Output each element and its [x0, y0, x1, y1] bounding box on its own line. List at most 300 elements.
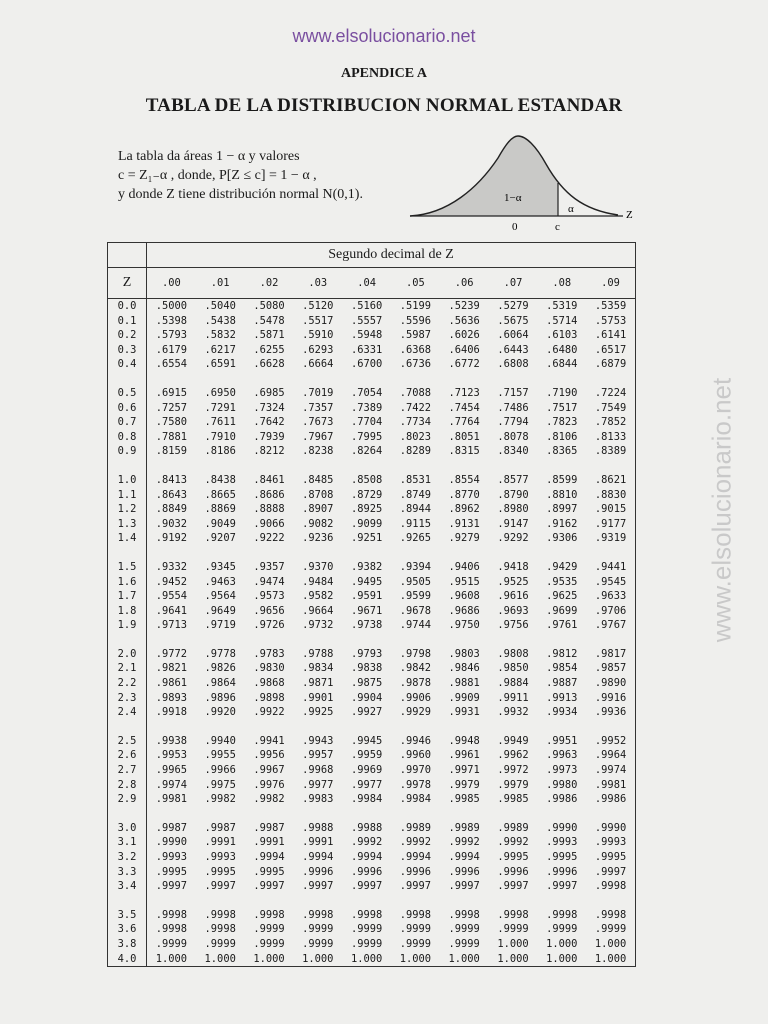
probability-cell: .9997 — [155, 880, 188, 893]
group-spacer — [108, 807, 636, 821]
probability-cell: .9484 — [302, 575, 334, 588]
probability-cell: .9732 — [302, 619, 334, 632]
spacer-cell — [147, 807, 636, 821]
probability-cell: .9984 — [399, 793, 432, 806]
probability-cell: .9998 — [302, 908, 334, 921]
probability-cell: .5160 — [350, 300, 383, 312]
probability-cell: .7190 — [546, 386, 578, 399]
probability-cell: .9971 — [448, 764, 480, 777]
corner-cell — [108, 243, 147, 268]
probability-cell: .8810 — [546, 488, 578, 501]
probability-cell: .9986 — [546, 793, 578, 806]
probability-cell: .9997 — [253, 880, 285, 893]
probability-cell: .9738 — [350, 619, 383, 632]
z-value-cell: 0.6 — [108, 401, 147, 416]
probability-cell: .9975 — [204, 778, 236, 791]
probability-cell: .9015 — [586, 502, 635, 517]
probability-cell: .9998 — [497, 908, 529, 921]
table-row — [108, 560, 636, 575]
probability-cell: .9995 — [586, 850, 635, 865]
z-value-cell: 0.0 — [108, 299, 147, 314]
table-row — [108, 908, 636, 923]
tail-label: α — [568, 203, 574, 215]
z-value-cell: 2.9 — [108, 792, 147, 807]
probability-cell: .9999 — [350, 937, 383, 950]
probability-cell: .5000 — [155, 300, 188, 312]
probability-cell: .9988 — [350, 821, 383, 834]
probability-cell: .7422 — [399, 401, 432, 414]
probability-cell: .9772 — [155, 647, 188, 660]
probability-cell: .9955 — [204, 749, 236, 762]
probability-cell: .9943 — [302, 734, 334, 747]
probability-cell: .9616 — [497, 590, 529, 603]
table-row — [108, 821, 636, 836]
probability-cell: .9719 — [204, 619, 236, 632]
probability-cell: .9474 — [253, 575, 285, 588]
probability-cell: .9999 — [497, 923, 529, 936]
probability-cell: .9049 — [204, 517, 236, 530]
probability-cell: .9418 — [497, 560, 529, 573]
z-value-cell: 1.9 — [108, 618, 147, 633]
probability-cell: .9981 — [155, 793, 188, 806]
probability-cell: .9664 — [302, 604, 334, 617]
probability-cell: .9906 — [399, 691, 432, 704]
table-row — [108, 778, 636, 793]
probability-cell: .9441 — [586, 560, 635, 575]
probability-cell: .5517 — [302, 314, 334, 327]
z-value-cell: 1.0 — [108, 473, 147, 488]
probability-cell: .9901 — [302, 691, 334, 704]
probability-cell: .9979 — [448, 778, 480, 791]
probability-cell: .9999 — [546, 923, 578, 936]
probability-cell: .8186 — [204, 445, 236, 458]
probability-cell: .9147 — [497, 517, 529, 530]
probability-cell: .9996 — [399, 865, 432, 878]
probability-cell: .9998 — [253, 908, 285, 921]
probability-cell: .8051 — [448, 430, 480, 443]
probability-cell: .7291 — [204, 401, 236, 414]
probability-cell: .8461 — [253, 473, 285, 486]
probability-cell: .6915 — [155, 386, 188, 399]
column-header: .06 — [440, 268, 489, 299]
probability-cell: .9948 — [448, 734, 480, 747]
probability-cell: .5080 — [253, 300, 285, 312]
group-spacer — [108, 372, 636, 386]
probability-cell: .5557 — [350, 314, 383, 327]
probability-cell: .9951 — [546, 734, 578, 747]
probability-cell: .9992 — [448, 836, 480, 849]
probability-cell: .9842 — [399, 662, 432, 675]
column-header: .02 — [245, 268, 294, 299]
probability-cell: .9649 — [204, 604, 236, 617]
probability-cell: .9988 — [302, 821, 334, 834]
probability-cell: .7939 — [253, 430, 285, 443]
probability-cell: .5438 — [204, 314, 236, 327]
probability-cell: .7054 — [350, 386, 383, 399]
probability-cell: .7611 — [204, 416, 236, 429]
probability-cell: .9861 — [155, 677, 188, 690]
probability-cell: .9964 — [586, 748, 635, 763]
z-value-cell: 1.1 — [108, 488, 147, 503]
probability-cell: .9927 — [350, 706, 383, 719]
probability-cell: .8289 — [399, 445, 432, 458]
probability-cell: .9357 — [253, 560, 285, 573]
probability-cell: .8315 — [448, 445, 480, 458]
probability-cell: .9394 — [399, 560, 432, 573]
probability-cell: .9850 — [497, 662, 529, 675]
probability-cell: 1.000 — [586, 952, 635, 967]
probability-cell: .7389 — [350, 401, 383, 414]
probability-cell: .9974 — [155, 778, 188, 791]
z-value-cell: 0.4 — [108, 357, 147, 372]
site-url[interactable]: www.elsolucionario.net — [292, 26, 476, 46]
probability-cell: .9319 — [586, 531, 635, 546]
probability-cell: .6141 — [586, 328, 635, 343]
probability-cell: .6368 — [399, 343, 432, 356]
probability-cell: .5714 — [546, 314, 578, 327]
intro-text — [118, 147, 363, 204]
probability-cell: .8365 — [546, 445, 578, 458]
probability-cell: .5753 — [586, 314, 635, 329]
probability-cell: .9997 — [399, 880, 432, 893]
table-row — [108, 792, 636, 807]
probability-cell: .9803 — [448, 647, 480, 660]
probability-cell: .9726 — [253, 619, 285, 632]
probability-cell: .9949 — [497, 734, 529, 747]
probability-cell: .7454 — [448, 401, 480, 414]
probability-cell: .8599 — [546, 473, 578, 486]
probability-cell: .9992 — [497, 836, 529, 849]
probability-cell: .8830 — [586, 488, 635, 503]
probability-cell: .9998 — [155, 908, 188, 921]
probability-cell: .9993 — [155, 851, 188, 863]
probability-cell: .9798 — [399, 647, 432, 660]
probability-cell: .6331 — [350, 343, 383, 356]
probability-cell: .9582 — [302, 590, 334, 603]
probability-cell: .9996 — [497, 865, 529, 878]
probability-cell: .9999 — [448, 923, 480, 936]
spacer-cell — [108, 633, 147, 647]
probability-cell: .8438 — [204, 473, 236, 486]
probability-cell: .7549 — [586, 401, 635, 416]
probability-cell: .8413 — [155, 473, 188, 486]
probability-cell: .9999 — [253, 937, 285, 950]
spacer-cell — [147, 546, 636, 560]
probability-cell: .9998 — [586, 908, 635, 923]
z-value-cell: 3.6 — [108, 922, 147, 937]
probability-cell: .9857 — [586, 661, 635, 676]
table-row — [108, 937, 636, 952]
probability-cell: .9099 — [350, 517, 383, 530]
probability-cell: .9535 — [546, 575, 578, 588]
probability-cell: .9976 — [253, 778, 285, 791]
tick-zero: 0 — [512, 221, 518, 233]
probability-cell: .9989 — [399, 821, 432, 834]
table-row — [108, 879, 636, 894]
probability-cell: .9854 — [546, 662, 578, 675]
probability-cell: .8554 — [448, 473, 480, 486]
probability-cell: .9953 — [155, 749, 188, 762]
probability-cell: .9998 — [448, 908, 480, 921]
probability-cell: .6026 — [448, 329, 480, 342]
probability-cell: .9671 — [350, 604, 383, 617]
probability-cell: .9893 — [155, 691, 188, 704]
probability-cell: .9999 — [155, 937, 188, 950]
z-value-cell: 1.7 — [108, 589, 147, 604]
table-row — [108, 691, 636, 706]
probability-cell: .8078 — [497, 430, 529, 443]
probability-cell: .9826 — [204, 662, 236, 675]
probability-cell: .9945 — [350, 734, 383, 747]
z-value-cell: 0.3 — [108, 343, 147, 358]
probability-cell: .9997 — [497, 880, 529, 893]
probability-cell: 1.000 — [391, 952, 440, 967]
probability-cell: .9995 — [155, 865, 188, 878]
probability-cell: 1.000 — [342, 952, 391, 967]
spacer-cell — [108, 720, 147, 734]
probability-cell: .9995 — [253, 865, 285, 878]
table-row — [108, 444, 636, 459]
probability-cell: .9941 — [253, 734, 285, 747]
probability-cell: .8133 — [586, 430, 635, 445]
z-value-cell: 3.1 — [108, 835, 147, 850]
probability-cell: .8997 — [546, 503, 578, 516]
probability-cell: .9970 — [399, 764, 432, 777]
probability-cell: 1.000 — [537, 952, 586, 967]
column-header-row — [108, 268, 636, 299]
probability-cell: .9767 — [586, 618, 635, 633]
probability-cell: .7823 — [546, 416, 578, 429]
spacer-cell — [108, 807, 147, 821]
probability-cell: .9913 — [546, 691, 578, 704]
probability-cell: .6554 — [155, 358, 188, 371]
probability-cell: .9996 — [448, 865, 480, 878]
probability-cell: .9911 — [497, 691, 529, 704]
probability-cell: .9956 — [253, 749, 285, 762]
probability-cell: .8888 — [253, 503, 285, 516]
z-value-cell: 1.3 — [108, 517, 147, 532]
probability-cell: .9750 — [448, 619, 480, 632]
probability-cell: .9192 — [155, 532, 188, 545]
table-row — [108, 357, 636, 372]
probability-cell: .9332 — [155, 560, 188, 573]
probability-cell: .9989 — [497, 821, 529, 834]
probability-cell: .9997 — [546, 880, 578, 893]
group-spacer — [108, 720, 636, 734]
probability-cell: .9633 — [586, 589, 635, 604]
probability-cell: .5987 — [399, 329, 432, 342]
z-value-cell: 0.9 — [108, 444, 147, 459]
probability-cell: .9793 — [350, 647, 383, 660]
probability-cell: .6443 — [497, 343, 529, 356]
probability-cell: .9989 — [448, 821, 480, 834]
probability-cell: .9871 — [302, 677, 334, 690]
probability-cell: .9306 — [546, 532, 578, 545]
probability-cell: .9761 — [546, 619, 578, 632]
z-value-cell: 3.2 — [108, 850, 147, 865]
spacer-cell — [147, 372, 636, 386]
probability-cell: .9916 — [586, 691, 635, 706]
probability-cell: .7257 — [155, 401, 188, 414]
probability-cell: .6293 — [302, 343, 334, 356]
probability-cell: .9986 — [586, 792, 635, 807]
probability-cell: .7734 — [399, 416, 432, 429]
probability-cell: .9952 — [586, 734, 635, 749]
probability-cell: .8508 — [350, 473, 383, 486]
probability-cell: .9821 — [155, 662, 188, 675]
probability-cell: .9999 — [586, 922, 635, 937]
probability-cell: .7910 — [204, 430, 236, 443]
probability-cell: .9987 — [204, 821, 236, 834]
probability-cell: .9938 — [155, 734, 188, 747]
intro-line-2: c = Z₁₋α , donde, P[Z ≤ c] = 1 − α , — [118, 168, 317, 183]
z-value-cell: 3.8 — [108, 937, 147, 952]
probability-cell: .8212 — [253, 445, 285, 458]
probability-cell: .6736 — [399, 358, 432, 371]
probability-cell: .8944 — [399, 503, 432, 516]
probability-cell: .9991 — [253, 836, 285, 849]
probability-cell: .6480 — [546, 343, 578, 356]
probability-cell: .6700 — [350, 358, 383, 371]
probability-cell: .6406 — [448, 343, 480, 356]
probability-cell: .9032 — [155, 517, 188, 530]
probability-cell: .9993 — [546, 836, 578, 849]
tick-c: c — [555, 221, 560, 233]
probability-cell: .9999 — [204, 937, 236, 950]
probability-cell: .7088 — [399, 386, 432, 399]
probability-cell: .9974 — [586, 763, 635, 778]
table-row — [108, 314, 636, 329]
probability-cell: .9812 — [546, 647, 578, 660]
probability-cell: .9599 — [399, 590, 432, 603]
spacer-cell — [108, 546, 147, 560]
z-value-cell: 3.3 — [108, 865, 147, 880]
probability-cell: .8621 — [586, 473, 635, 488]
probability-cell: .5478 — [253, 314, 285, 327]
probability-cell: .5040 — [204, 300, 236, 312]
probability-cell: .7852 — [586, 415, 635, 430]
probability-cell: .9783 — [253, 647, 285, 660]
z-table — [107, 242, 636, 967]
probability-cell: .9957 — [302, 749, 334, 762]
probability-cell: .9608 — [448, 590, 480, 603]
probability-cell: .9251 — [350, 532, 383, 545]
table-row — [108, 488, 636, 503]
probability-cell: .8643 — [155, 488, 188, 501]
probability-cell: .7019 — [302, 386, 334, 399]
group-spacer — [108, 894, 636, 908]
intro-line-3: y donde Z tiene distribución normal N(0,1). — [118, 187, 363, 202]
probability-cell: .9452 — [155, 575, 188, 588]
probability-cell: .9890 — [586, 676, 635, 691]
probability-cell: .9878 — [399, 677, 432, 690]
probability-cell: .9996 — [302, 865, 334, 878]
probability-cell: .9996 — [546, 865, 578, 878]
probability-cell: .9830 — [253, 662, 285, 675]
side-watermark: www.elsolucionario.net — [706, 377, 737, 643]
z-value-cell: 2.6 — [108, 748, 147, 763]
column-header: .05 — [391, 268, 440, 299]
probability-cell: .9846 — [448, 662, 480, 675]
probability-cell: .7881 — [155, 430, 188, 443]
probability-cell: .9995 — [546, 851, 578, 863]
table-row — [108, 922, 636, 937]
probability-cell: .9992 — [350, 836, 383, 849]
span-header: Segundo decimal de Z — [147, 243, 636, 268]
probability-cell: .5359 — [586, 299, 635, 314]
probability-cell: 1.000 — [586, 937, 635, 952]
probability-cell: .6664 — [302, 358, 334, 371]
column-header: .08 — [537, 268, 586, 299]
probability-cell: .9756 — [497, 619, 529, 632]
probability-cell: .9834 — [302, 662, 334, 675]
probability-cell: .9977 — [350, 778, 383, 791]
probability-cell: 1.000 — [245, 952, 294, 967]
probability-cell: .6255 — [253, 343, 285, 356]
probability-cell: .9881 — [448, 677, 480, 690]
probability-cell: .7794 — [497, 416, 529, 429]
probability-cell: .9965 — [155, 764, 188, 777]
probability-cell: .9678 — [399, 604, 432, 617]
table-row — [108, 865, 636, 880]
probability-cell: .8485 — [302, 473, 334, 486]
probability-cell: .9706 — [586, 604, 635, 619]
probability-cell: .9981 — [586, 778, 635, 793]
probability-cell: .9778 — [204, 647, 236, 660]
probability-cell: .7324 — [253, 401, 285, 414]
table-row — [108, 502, 636, 517]
probability-cell: .9982 — [204, 793, 236, 806]
probability-cell: .9686 — [448, 604, 480, 617]
probability-cell: .9884 — [497, 677, 529, 690]
spacer-cell — [147, 720, 636, 734]
probability-cell: .9994 — [350, 851, 383, 863]
probability-cell: .9898 — [253, 691, 285, 704]
probability-cell: .7995 — [350, 430, 383, 443]
probability-cell: .9993 — [586, 835, 635, 850]
probability-cell: .9994 — [253, 851, 285, 863]
probability-cell: .9979 — [497, 778, 529, 791]
probability-cell: .5675 — [497, 314, 529, 327]
probability-cell: .9115 — [399, 517, 432, 530]
probability-cell: .7673 — [302, 416, 334, 429]
probability-cell: .9960 — [399, 749, 432, 762]
table-row — [108, 647, 636, 662]
probability-cell: .9909 — [448, 691, 480, 704]
table-row — [108, 531, 636, 546]
group-spacer — [108, 546, 636, 560]
probability-cell: .9554 — [155, 590, 188, 603]
column-header: .07 — [489, 268, 538, 299]
probability-cell: 1.000 — [497, 937, 529, 950]
probability-cell: .9525 — [497, 575, 529, 588]
probability-cell: .9940 — [204, 734, 236, 747]
table-row — [108, 661, 636, 676]
z-value-cell: 0.7 — [108, 415, 147, 430]
probability-cell: .9997 — [204, 880, 236, 893]
appendix-label: APENDICE A — [341, 66, 427, 81]
probability-cell: 1.000 — [196, 952, 245, 967]
probability-cell: .9131 — [448, 517, 480, 530]
probability-cell: .5832 — [204, 329, 236, 342]
probability-cell: .8770 — [448, 488, 480, 501]
probability-cell: .9931 — [448, 706, 480, 719]
probability-cell: .9985 — [497, 793, 529, 806]
probability-cell: .9990 — [586, 821, 635, 836]
probability-cell: .8531 — [399, 473, 432, 486]
probability-cell: .9963 — [546, 749, 578, 762]
probability-cell: .7224 — [586, 386, 635, 401]
